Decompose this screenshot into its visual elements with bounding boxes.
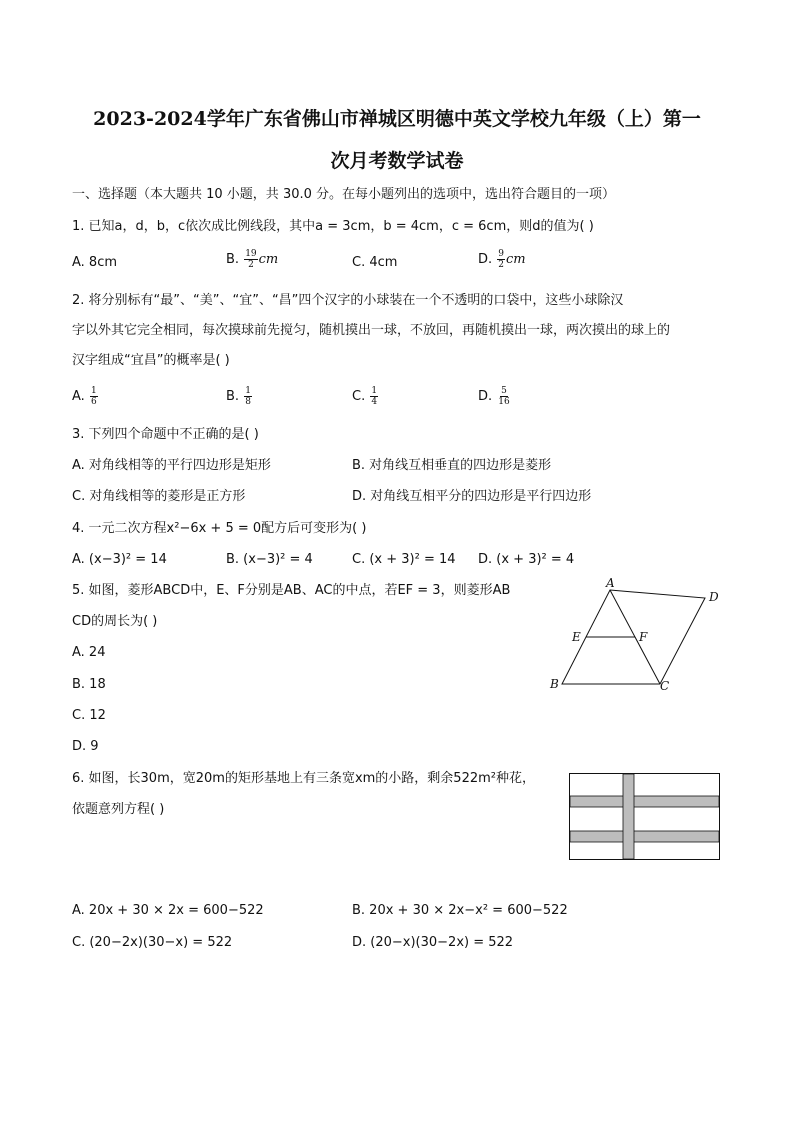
question-3-stem: 3. 下列四个命题中不正确的是( ) <box>72 427 259 442</box>
unit: cm <box>258 252 279 267</box>
vertical-path <box>623 774 634 859</box>
q4-option-c: C. (x + 3)² = 14 <box>352 552 456 567</box>
option-fraction <box>497 386 510 407</box>
q6-option-b: B. 20x + 30 × 2x−x² = 600−522 <box>352 903 568 918</box>
point-label-e: E <box>572 630 581 644</box>
q4-option-b: B. (x−3)² = 4 <box>226 552 313 567</box>
q1-option-b-label: B. <box>226 252 240 267</box>
exam-title-line2: 次月考数学试卷 <box>330 150 464 172</box>
option-label: A. <box>72 389 85 404</box>
numerator: 9 <box>498 249 505 259</box>
q3-option-b: B. 对角线互相垂直的四边形是菱形 <box>352 458 552 473</box>
question-4-stem: 4. 一元二次方程x²−6x + 5 = 0配方后可变形为( ) <box>72 521 367 536</box>
denominator: 16 <box>498 397 510 407</box>
q2-option-b <box>226 386 253 407</box>
horizontal-path-1 <box>570 796 719 807</box>
numerator: 1 <box>371 386 378 396</box>
denominator: 2 <box>498 260 505 270</box>
option-label: D. <box>478 389 493 404</box>
option-fraction <box>90 386 98 407</box>
q1-option-a: A. 8cm <box>72 255 118 270</box>
question-6-line1: 6. 如图，长30m，宽20m的矩形基地上有三条宽xm的小路，剩余522m²种花， <box>72 771 535 786</box>
q1-option-b <box>226 249 278 270</box>
denominator: 8 <box>245 397 251 407</box>
field-paths-figure <box>569 773 721 861</box>
q5-option-c: C. 12 <box>72 708 106 723</box>
rhombus-figure <box>540 578 730 696</box>
vertex-label-b: B <box>550 677 559 691</box>
q1-option-d-label: D. <box>478 252 493 267</box>
q4-option-d: D. (x + 3)² = 4 <box>478 552 575 567</box>
q2-option-a <box>72 386 99 407</box>
q6-option-d: D. (20−x)(30−2x) = 522 <box>352 935 514 950</box>
q3-option-d: D. 对角线互相平分的四边形是平行四边形 <box>352 489 592 504</box>
denominator: 2 <box>248 260 254 270</box>
horizontal-path-2 <box>570 831 719 842</box>
q2-option-d <box>478 386 512 407</box>
q4-option-a: A. (x−3)² = 14 <box>72 552 167 567</box>
option-label: C. <box>352 389 366 404</box>
numerator: 5 <box>501 386 507 396</box>
q2-option-c <box>352 386 379 407</box>
question-2-line3: 汉字组成“宜昌”的概率是( ) <box>72 353 230 368</box>
option-fraction <box>244 386 252 407</box>
question-2-line1: 2. 将分别标有“最”、“美”、“宜”、“昌”四个汉字的小球装在一个不透明的口袋中，这些小球除汉 <box>72 293 624 308</box>
q1-option-d <box>478 249 526 270</box>
numerator: 1 <box>90 386 97 396</box>
q6-option-c: C. (20−2x)(30−x) = 522 <box>72 935 233 950</box>
q5-option-b: B. 18 <box>72 677 106 692</box>
q3-option-a: A. 对角线相等的平行四边形是矩形 <box>72 458 271 473</box>
q6-option-a: A. 20x + 30 × 2x = 600−522 <box>72 903 264 918</box>
q1-option-c: C. 4cm <box>352 255 398 270</box>
q1-option-b-fraction <box>244 249 257 270</box>
question-5-line2: CD的周长为( ) <box>72 614 158 629</box>
vertex-label-c: C <box>660 679 670 693</box>
section-heading: 一、选择题（本大题共 10 小题，共 30.0 分。在每小题列出的选项中，选出符合题目的一项） <box>72 187 616 202</box>
q5-option-a: A. 24 <box>72 645 106 660</box>
point-label-f: F <box>639 630 648 644</box>
q1-option-d-fraction <box>497 249 505 270</box>
unit: cm <box>506 252 526 267</box>
question-2-line2: 字以外其它完全相同，每次摸球前先搅匀，随机摸出一球，不放回，再随机摸出一球，两次摸出的球上的 <box>72 323 671 338</box>
numerator: 1 <box>245 386 251 396</box>
option-label: B. <box>226 389 240 404</box>
exam-title-line1: 2023-2024学年广东省佛山市禅城区明德中英文学校九年级（上）第一 <box>93 108 701 130</box>
option-fraction <box>370 386 378 407</box>
numerator: 19 <box>245 249 257 259</box>
field-rectangle <box>570 774 720 860</box>
vertex-label-d: D <box>709 590 719 604</box>
denominator: 4 <box>371 397 378 407</box>
question-1-stem: 1. 已知a，d，b，c依次成比例线段，其中a = 3cm，b = 4cm，c = 6cm，则d的值为( ) <box>72 219 594 234</box>
q5-option-d: D. 9 <box>72 739 99 754</box>
denominator: 6 <box>90 397 97 407</box>
q3-option-c: C. 对角线相等的菱形是正方形 <box>72 489 246 504</box>
question-5-line1: 5. 如图，菱形ABCD中，E、F分别是AB、AC的中点，若EF = 3，则菱形AB <box>72 583 511 598</box>
vertex-label-a: A <box>606 578 615 590</box>
question-6-line2: 依题意列方程( ) <box>72 802 165 817</box>
